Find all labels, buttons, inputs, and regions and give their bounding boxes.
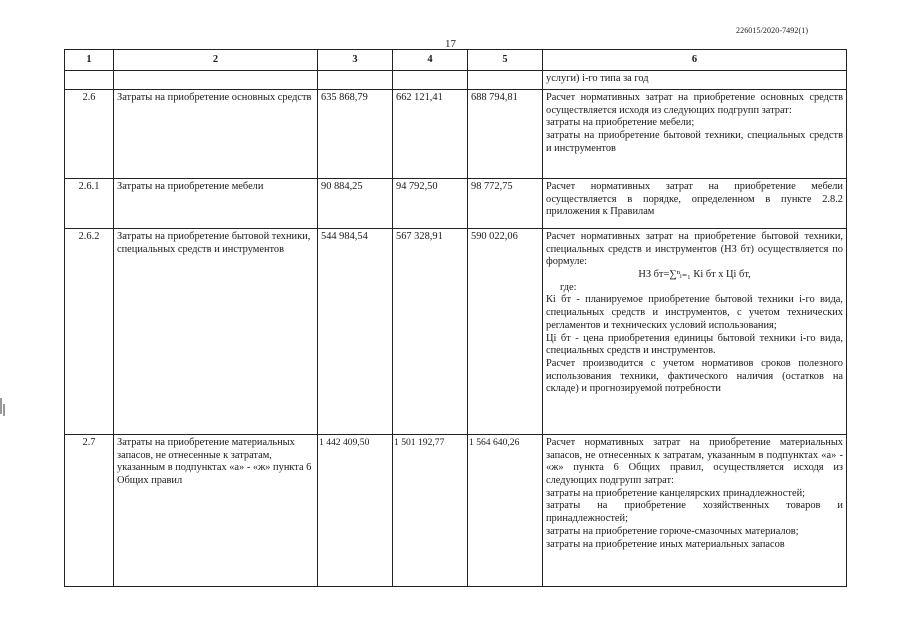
col-header-1: 1: [65, 50, 114, 71]
row-value-2: 662 121,41: [393, 90, 468, 179]
row-description: [543, 435, 847, 587]
col-header-2: 2: [114, 50, 318, 71]
row-name: Затраты на приобретение бытовой техники, специальных средств и инструментов: [114, 229, 318, 435]
table-row: [65, 90, 847, 179]
desc-item: затраты на приобретение бытовой техники, специальных средств и инструментов: [546, 130, 843, 154]
row-value-2: 1 501 192,77: [393, 435, 468, 587]
row-value-3: 98 772,75: [468, 179, 543, 229]
row-code: 2.6: [65, 90, 114, 179]
row-value-2: 94 792,50: [393, 179, 468, 229]
scan-edge-mark: [0, 398, 2, 414]
definition: Цi бт - цена приобретения единицы бытовой техники i-го вида, специальных средств и инструментов.: [546, 332, 843, 357]
table-row: [65, 435, 847, 587]
row-value-1: 90 884,25: [318, 179, 393, 229]
desc-item: затраты на приобретение канцелярских принадлежностей;: [546, 487, 806, 499]
document-id: 226015/2020-7492(1): [736, 26, 809, 35]
desc-item: затраты на приобретение мебели;: [546, 117, 695, 129]
desc-tail: Расчет производится с учетом нормативов сроков полезного использования техники, фактического наличия (остатков на складе) и прогнозируемой потребности: [546, 357, 843, 395]
col-header-3: 3: [318, 50, 393, 71]
col-header-5: 5: [468, 50, 543, 71]
budget-table: [64, 49, 847, 587]
row-code: 2.7: [65, 435, 114, 587]
continuation-text: услуги) i-го типа за год: [543, 71, 847, 90]
row-description: [543, 179, 847, 229]
row-name: Затраты на приобретение мебели: [114, 179, 318, 229]
row-value-1: 1 442 409,50: [318, 435, 393, 587]
header-row: [65, 50, 847, 71]
desc-intro: Расчет нормативных затрат на приобретение основных средств осуществляется исходя из следующих подгрупп затрат:: [546, 92, 843, 116]
definition: Кi бт - планируемое приобретение бытовой техники i-го вида, специальных средств и инструментов, с учетом технических регламентов и технических условий использования;: [546, 294, 843, 331]
row-value-3: 688 794,81: [468, 90, 543, 179]
col-header-4: 4: [393, 50, 468, 71]
desc-intro: Расчет нормативных затрат на приобретение мебели осуществляется в порядке, определенном в пункте 2.8.2 приложения к Правилам: [546, 181, 843, 218]
row-description: [543, 229, 847, 435]
table-row: [65, 229, 847, 435]
desc-item: затраты на приобретение горюче-смазочных материалов;: [546, 525, 799, 537]
row-value-3: 1 564 640,26: [468, 435, 543, 587]
row-name: Затраты на приобретение материальных запасов, не отнесенные к затратам, указанным в подпунктах «а» - «ж» пункта 6 Общих правил: [114, 435, 318, 587]
row-value-3: 590 022,06: [468, 229, 543, 435]
desc-item: затраты на приобретение хозяйственных товаров и принадлежностей;: [546, 500, 843, 525]
continuation-row: [65, 71, 847, 90]
desc-item: затраты на приобретение иных материальных запасов: [546, 538, 785, 550]
row-code: 2.6.1: [65, 179, 114, 229]
scan-edge-mark: [3, 404, 5, 416]
desc-intro: Расчет нормативных затрат на приобретение материальных запасов, не отнесенных к затратам, указанным в подпунктах «а» - «ж» пункта 6 Общих правил, осуществляется исходя из следующих подгрупп затрат:: [546, 437, 843, 487]
desc-intro: Расчет нормативных затрат на приобретение бытовой техники, специальных средств и инструментов (НЗ бт) осуществляется по формуле:: [546, 231, 843, 268]
row-value-1: 544 984,54: [318, 229, 393, 435]
row-value-2: 567 328,91: [393, 229, 468, 435]
row-description: [543, 90, 847, 179]
table-row: [65, 179, 847, 229]
row-value-1: 635 868,79: [318, 90, 393, 179]
page-number: 17: [445, 38, 456, 50]
formula: НЗ бт=∑ⁿᵢ₌₁ Кi бт х Цi бт,: [638, 269, 751, 281]
col-header-6: 6: [543, 50, 847, 71]
row-name: Затраты на приобретение основных средств: [114, 90, 318, 179]
where-label: где:: [560, 281, 577, 293]
row-code: 2.6.2: [65, 229, 114, 435]
